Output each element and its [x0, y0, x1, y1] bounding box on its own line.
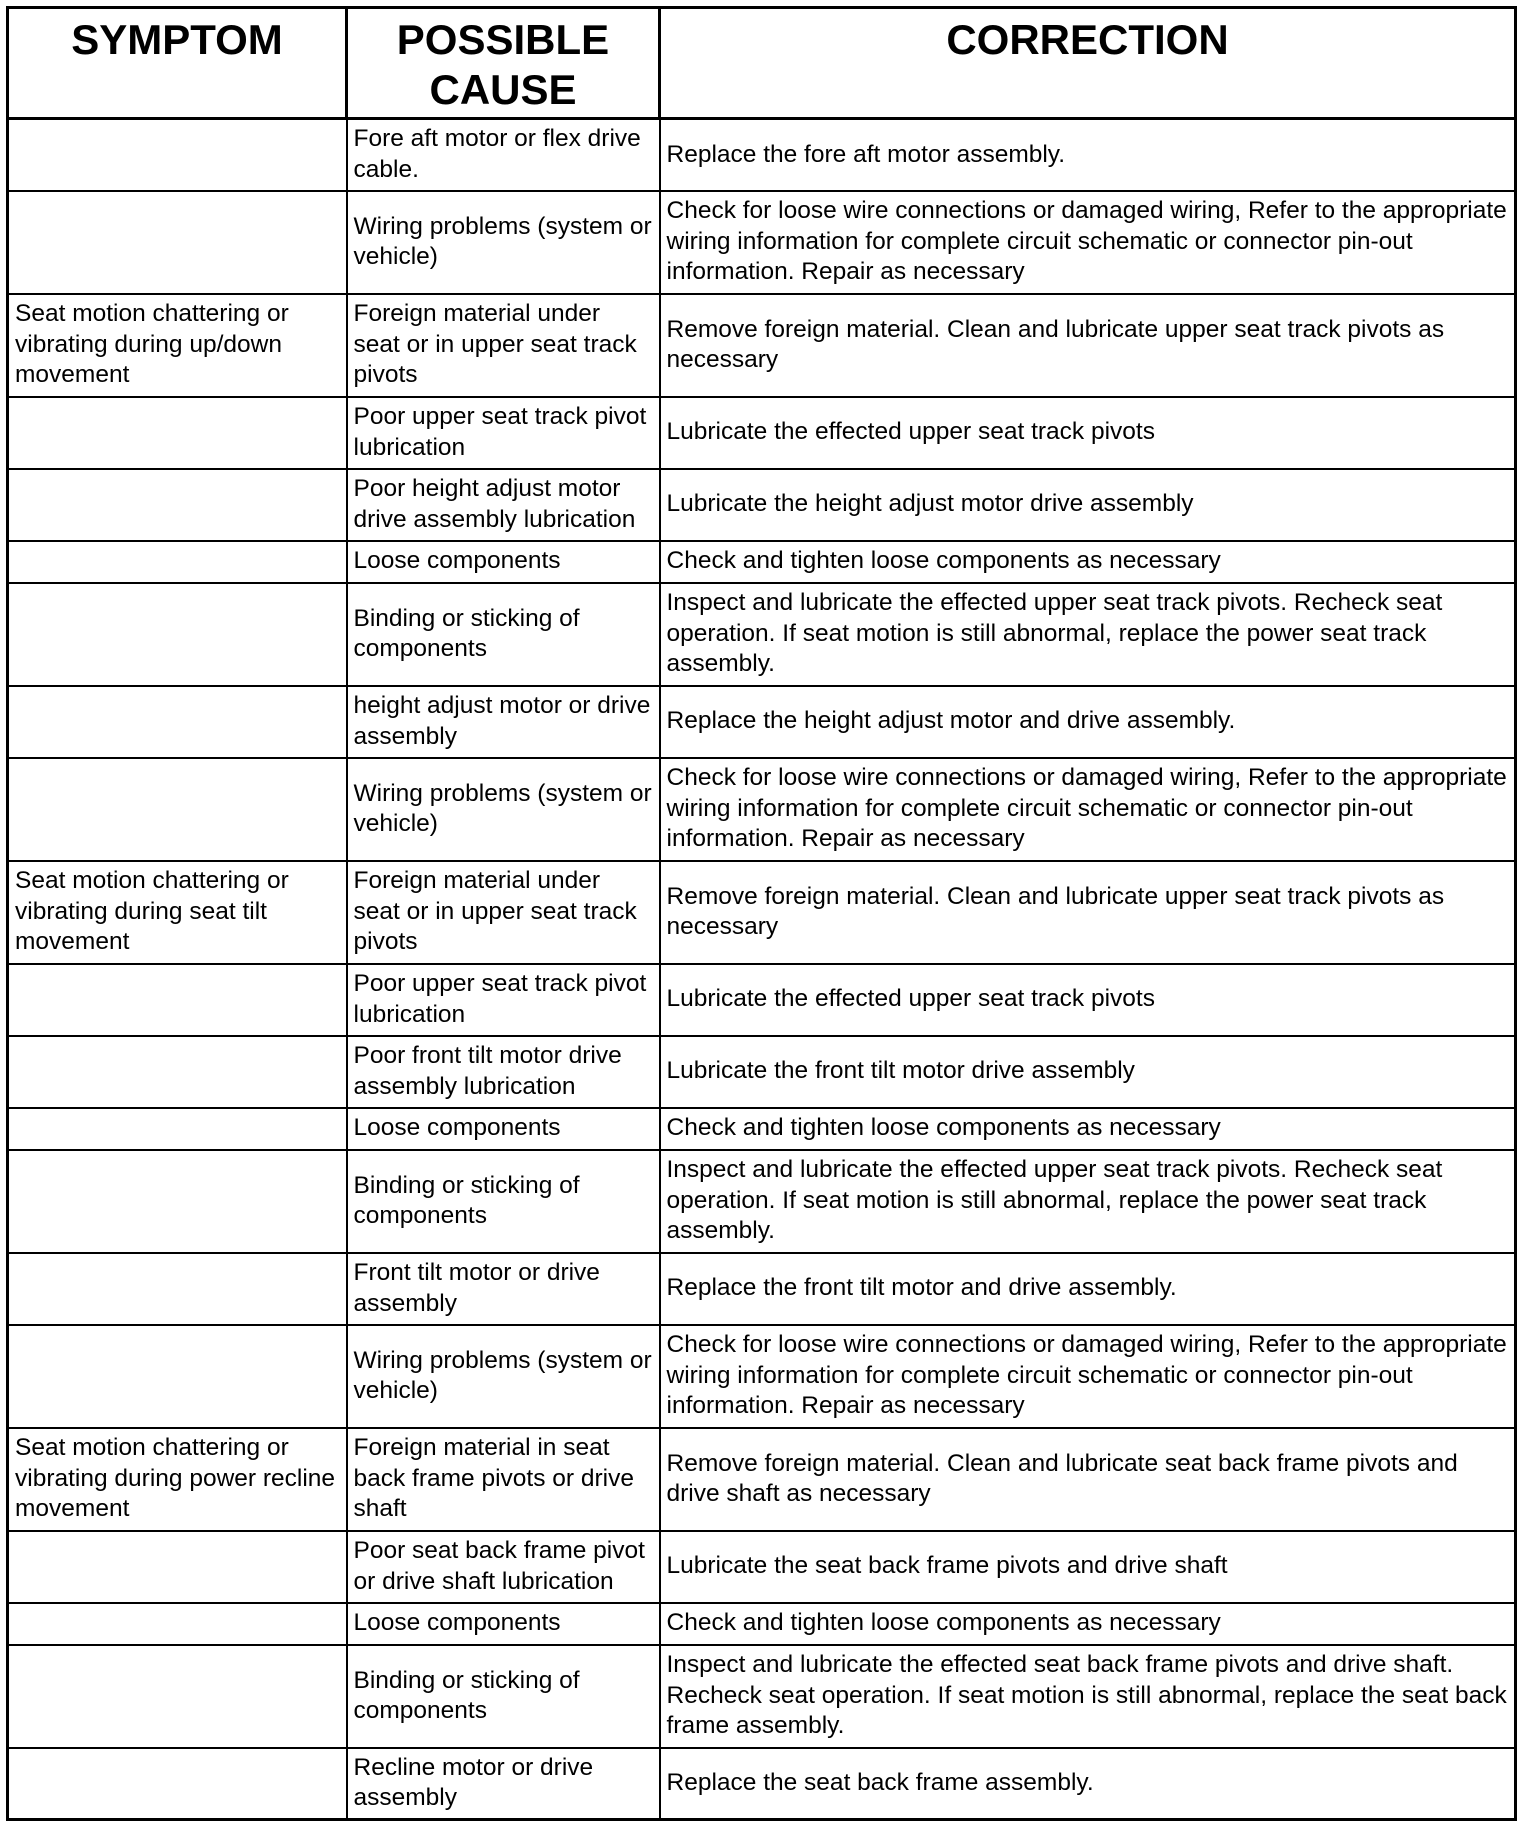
diagnosis-table-frame [6, 6, 1514, 1821]
cause-cell: Wiring problems (system or vehicle) [347, 758, 660, 861]
table-row [8, 861, 1516, 964]
symptom-cell [8, 1325, 347, 1428]
correction-cell: Lubricate the effected upper seat track pivots [660, 397, 1516, 469]
cause-cell: Wiring problems (system or vehicle) [347, 191, 660, 294]
symptom-cell [8, 397, 347, 469]
symptom-cell [8, 686, 347, 758]
symptom-cell [8, 1748, 347, 1820]
table-row [8, 758, 1516, 861]
table-row [8, 686, 1516, 758]
correction-cell: Replace the seat back frame assembly. [660, 1748, 1516, 1820]
table-row [8, 1108, 1516, 1150]
table-row [8, 1036, 1516, 1108]
cause-cell: Foreign material in seat back frame pivots or drive shaft [347, 1428, 660, 1531]
correction-cell: Check for loose wire connections or damaged wiring, Refer to the appropriate wiring information for complete circuit schematic or connector pin-out information. Repair as necessary [660, 191, 1516, 294]
cause-cell: Loose components [347, 1108, 660, 1150]
symptom-cell [8, 1603, 347, 1645]
cause-cell: Binding or sticking of components [347, 1645, 660, 1748]
table-row [8, 1531, 1516, 1603]
table-row [8, 1645, 1516, 1748]
table-row [8, 1428, 1516, 1531]
symptom-cell [8, 1253, 347, 1325]
table-row [8, 1253, 1516, 1325]
symptom-cell: Seat motion chattering or vibrating during up/down movement [8, 294, 347, 397]
cause-cell: Foreign material under seat or in upper seat track pivots [347, 294, 660, 397]
symptom-cell [8, 1036, 347, 1108]
symptom-cell [8, 469, 347, 541]
symptom-cell [8, 119, 347, 191]
header-correction: CORRECTION [660, 8, 1516, 119]
cause-cell: Poor upper seat track pivot lubrication [347, 964, 660, 1036]
correction-cell: Inspect and lubricate the effected upper seat track pivots. Recheck seat operation. If seat motion is still abnormal, replace the power seat track assembly. [660, 583, 1516, 686]
cause-cell: Loose components [347, 541, 660, 583]
table-row [8, 469, 1516, 541]
table-row [8, 541, 1516, 583]
cause-cell: Binding or sticking of components [347, 1150, 660, 1253]
cause-cell: Recline motor or drive assembly [347, 1748, 660, 1820]
symptom-cell [8, 583, 347, 686]
correction-cell: Remove foreign material. Clean and lubricate upper seat track pivots as necessary [660, 294, 1516, 397]
correction-cell: Replace the fore aft motor assembly. [660, 119, 1516, 191]
correction-cell: Check and tighten loose components as necessary [660, 1603, 1516, 1645]
diagnosis-table [6, 6, 1517, 1821]
table-row [8, 1150, 1516, 1253]
table-row [8, 397, 1516, 469]
cause-cell: Front tilt motor or drive assembly [347, 1253, 660, 1325]
cause-cell: Fore aft motor or flex drive cable. [347, 119, 660, 191]
header-possible-cause: POSSIBLE CAUSE [347, 8, 660, 119]
table-row [8, 1603, 1516, 1645]
correction-cell: Replace the front tilt motor and drive assembly. [660, 1253, 1516, 1325]
symptom-cell [8, 1645, 347, 1748]
correction-cell: Replace the height adjust motor and drive assembly. [660, 686, 1516, 758]
symptom-cell [8, 191, 347, 294]
symptom-cell [8, 1108, 347, 1150]
symptom-cell [8, 1531, 347, 1603]
correction-cell: Lubricate the height adjust motor drive assembly [660, 469, 1516, 541]
cause-cell: Poor upper seat track pivot lubrication [347, 397, 660, 469]
cause-cell: Binding or sticking of components [347, 583, 660, 686]
table-row [8, 119, 1516, 191]
symptom-cell: Seat motion chattering or vibrating during seat tilt movement [8, 861, 347, 964]
cause-cell: Loose components [347, 1603, 660, 1645]
table-row [8, 964, 1516, 1036]
correction-cell: Lubricate the seat back frame pivots and drive shaft [660, 1531, 1516, 1603]
correction-cell: Inspect and lubricate the effected seat back frame pivots and drive shaft. Recheck seat operation. If seat motion is still abnormal, replace the seat back frame assembly. [660, 1645, 1516, 1748]
cause-cell: Poor front tilt motor drive assembly lubrication [347, 1036, 660, 1108]
symptom-cell [8, 1150, 347, 1253]
table-row [8, 1325, 1516, 1428]
table-row [8, 1748, 1516, 1820]
symptom-cell [8, 964, 347, 1036]
correction-cell: Check and tighten loose components as necessary [660, 1108, 1516, 1150]
table-row [8, 294, 1516, 397]
cause-cell: Wiring problems (system or vehicle) [347, 1325, 660, 1428]
correction-cell: Check for loose wire connections or damaged wiring, Refer to the appropriate wiring information for complete circuit schematic or connector pin-out information. Repair as necessary [660, 1325, 1516, 1428]
cause-cell: Poor seat back frame pivot or drive shaft lubrication [347, 1531, 660, 1603]
correction-cell: Lubricate the effected upper seat track pivots [660, 964, 1516, 1036]
correction-cell: Remove foreign material. Clean and lubricate seat back frame pivots and drive shaft as necessary [660, 1428, 1516, 1531]
cause-cell: height adjust motor or drive assembly [347, 686, 660, 758]
symptom-cell: Seat motion chattering or vibrating during power recline movement [8, 1428, 347, 1531]
table-body [8, 119, 1516, 1820]
cause-cell: Poor height adjust motor drive assembly lubrication [347, 469, 660, 541]
correction-cell: Remove foreign material. Clean and lubricate upper seat track pivots as necessary [660, 861, 1516, 964]
header-symptom: SYMPTOM [8, 8, 347, 119]
correction-cell: Inspect and lubricate the effected upper seat track pivots. Recheck seat operation. If seat motion is still abnormal, replace the power seat track assembly. [660, 1150, 1516, 1253]
symptom-cell [8, 541, 347, 583]
correction-cell: Check for loose wire connections or damaged wiring, Refer to the appropriate wiring information for complete circuit schematic or connector pin-out information. Repair as necessary [660, 758, 1516, 861]
correction-cell: Check and tighten loose components as necessary [660, 541, 1516, 583]
header-row [8, 8, 1516, 119]
correction-cell: Lubricate the front tilt motor drive assembly [660, 1036, 1516, 1108]
symptom-cell [8, 758, 347, 861]
table-row [8, 191, 1516, 294]
table-row [8, 583, 1516, 686]
cause-cell: Foreign material under seat or in upper seat track pivots [347, 861, 660, 964]
